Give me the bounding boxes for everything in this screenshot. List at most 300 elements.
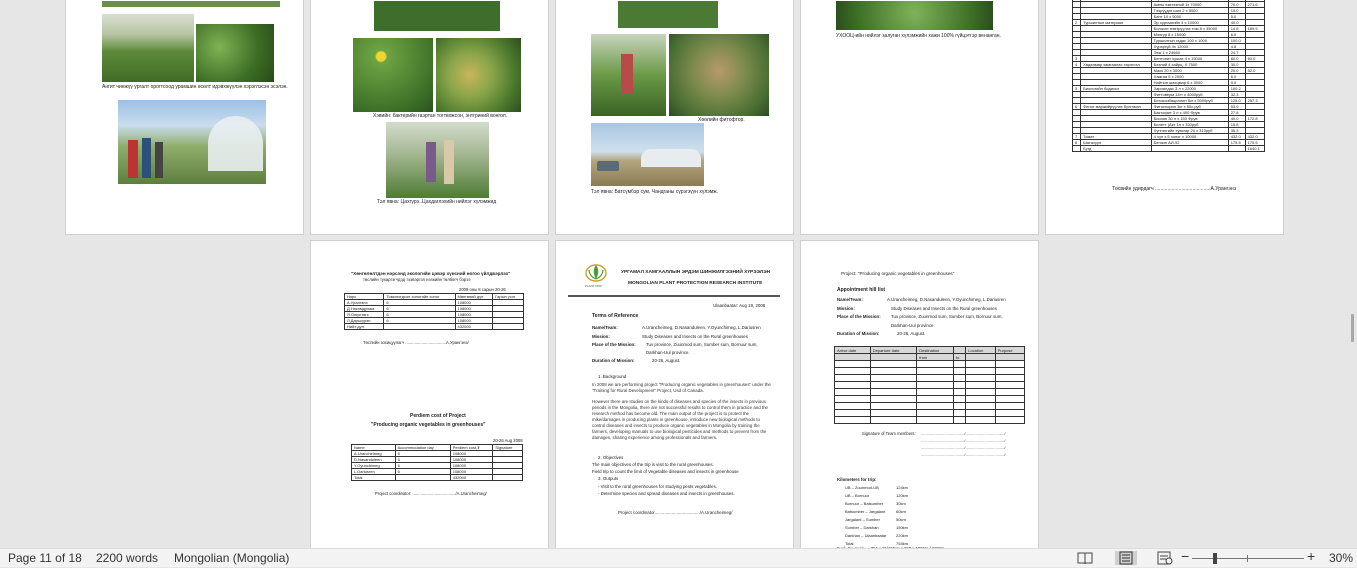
print-layout-icon[interactable] (1115, 551, 1137, 565)
table-row (835, 417, 1025, 424)
table-subheader-row (835, 354, 1025, 361)
table-cell (917, 403, 954, 410)
table-cell (953, 347, 965, 354)
diseased-leaf-photo (436, 38, 521, 112)
table-cell: Purpose (995, 347, 1024, 354)
name-value: A.Urancheimeg, D.Nasanduleen, Y.Oyunchimeg, L.Dariusren (887, 297, 1006, 302)
table-cell (995, 396, 1024, 403)
objectives-line-1: The main objectives of the trip is visit to the rural greenhouses. (592, 462, 714, 467)
perdiem-signature: Project coordinator: ...................................../A.Urancheimeg/ (375, 491, 487, 496)
photo-caption: Тэл явна: Батсүмбэр сум, Чандганы сүрэгзүүн хүлэмж. (591, 189, 718, 195)
table-cell (995, 389, 1024, 396)
table-row (835, 368, 1025, 375)
photo-caption: Хөөлийн фитофтор. (698, 117, 745, 123)
allowance-signature: Төслийн зохицуулагч ...................................А.Урангэнэ/ (363, 340, 469, 345)
table-cell: Нийт дүн (345, 324, 384, 330)
table-cell (966, 382, 996, 389)
table-cell (870, 389, 917, 396)
name-value: A.Urancheimeg, D.Nasanduleen, Y.Oyunchimeg, L.Dariusren (642, 325, 761, 330)
table-cell: 125.0 (1228, 98, 1245, 104)
km-route: UB – Zuunmod-UB (845, 485, 879, 490)
table-cell (953, 417, 965, 424)
table-cell: 2 (1073, 20, 1081, 26)
document-page-3 (555, 0, 794, 235)
table-row (345, 324, 524, 330)
table-cell (953, 403, 965, 410)
table-cell (995, 382, 1024, 389)
table-cell: Мэнгүр 8 х 15000 (1151, 32, 1228, 38)
photo-caption: УХООЦ-ийн нийлэг залуган хүлэмжийн хажи 100% гүйцэтгэр венанган. (836, 33, 1001, 39)
institute-name-en: MONGOLIAN PLANT PROTECTION RESEARCH INSTITUTE (628, 281, 763, 286)
table-cell: Total (352, 475, 396, 481)
institute-logo (583, 261, 609, 287)
table-cell: 432000 (455, 324, 493, 330)
table-cell (917, 368, 954, 375)
table-cell: Бактофит 3 л х 400 Фрув (1151, 110, 1228, 116)
place-value-2: Darkhan-Uul province. (891, 323, 935, 328)
table-row (835, 375, 1025, 382)
perdiem-subtitle: "Producing organic vegetables in greenhouses" (371, 422, 486, 428)
zoom-in-button[interactable]: + (1307, 548, 1316, 564)
table-row (1073, 86, 1265, 92)
table-cell: 30.0 (1228, 62, 1245, 68)
table-cell: Хүрэргүй 4х 12000 (1151, 44, 1228, 50)
greenhouse-worker-photo (591, 34, 666, 116)
table-cell (995, 417, 1024, 424)
cucumber-flower-photo (353, 38, 433, 112)
table-cell: 257.3 (1245, 98, 1264, 104)
table-cell: 53.9 (1228, 104, 1245, 110)
table-cell: 100.2 (1228, 86, 1245, 92)
table-cell: 20.0 (1228, 68, 1245, 74)
table-cell: Биологийн бодисыг (1081, 86, 1152, 92)
table-cell (835, 382, 871, 389)
table-cell (1151, 146, 1228, 152)
table-cell: 108000 (450, 451, 493, 457)
table-cell: 4 хүн х 5 хоног х 10000 (1151, 134, 1228, 140)
document-page-8 (800, 240, 1039, 560)
signature-label: Signature of Team members: (862, 431, 916, 436)
table-cell (917, 417, 954, 424)
table-cell: 27.8 (1228, 110, 1245, 116)
name-label: Name/Team: (592, 325, 618, 330)
table-cell: 108000 (450, 457, 493, 463)
table-cell (966, 361, 996, 368)
table-cell (995, 361, 1024, 368)
table-cell: Perdiem cost,₮ (450, 445, 493, 451)
table-cell: 40.0 (1228, 116, 1245, 122)
table-cell (384, 324, 455, 330)
table-cell: from (917, 354, 954, 361)
table-cell (835, 403, 871, 410)
table-cell: 24.7 (1228, 50, 1245, 56)
table-cell: Бензин АИ-92 (1151, 140, 1228, 146)
table-cell (870, 361, 917, 368)
tor-heading: Terms of Reference (592, 313, 639, 319)
table-cell: Я.Оюунтөгс (345, 312, 384, 318)
km-distance: 754km (896, 541, 909, 546)
table-cell (995, 403, 1024, 410)
table-row (352, 475, 523, 481)
greenhouse-crop-photo (836, 1, 993, 30)
table-cell: 0.0 (1228, 80, 1245, 86)
table-cell: A.Urancheimeg (352, 451, 396, 457)
table-cell: 70.0 (1228, 2, 1245, 8)
table-cell (953, 396, 965, 403)
table-cell: 5 (1073, 86, 1081, 92)
table-cell: Бээлий 4 хайрц. Х 7500 (1151, 62, 1228, 68)
table-row (835, 396, 1025, 403)
km-distance: 50km (896, 517, 906, 522)
km-route: UB – Bornuur (845, 493, 870, 498)
institute-name-mn: УРГАМАЛ ХАМГААЛЛЫН ЭРДЭМ ШИНЖИЛГЭЭНИЙ ХҮРЭЭЛЭН (621, 270, 771, 275)
km-heading: Kilometers for trip: (837, 477, 877, 482)
table-cell: Маск 20 х 3000 (1151, 68, 1228, 74)
table-cell (966, 354, 996, 361)
appointment-table (834, 346, 1025, 424)
duration-value: 20-26, August. (897, 331, 926, 336)
table-cell: D.Nasanduleen (352, 457, 396, 463)
table-cell: Бант 10 х 5000 (1151, 14, 1228, 20)
table-cell (953, 389, 965, 396)
phytophthora-leaf-photo (669, 34, 769, 116)
table-cell: Томат (1081, 134, 1152, 140)
name-label: Name/Team: (837, 297, 863, 302)
table-cell: 5.0 (1228, 14, 1245, 20)
table-cell: Name (352, 445, 396, 451)
objectives-line-2: Field trip to count the limit of Vegetable diseases and insects in greenhouse (592, 469, 739, 474)
table-cell: Signature (493, 445, 523, 451)
table-cell: 6 (395, 451, 450, 457)
km-route: Bornuur – Batsumber (845, 501, 884, 506)
table-cell: 40.0 (1228, 20, 1245, 26)
table-cell: Эр хургаагийн 4 х 10000 (1151, 20, 1228, 26)
table-cell: 175.5 (1228, 140, 1245, 146)
objectives-heading: 2. Objectives (598, 455, 624, 460)
tor-signature: Project coordinator...................................../A.Urancheimeg/ (618, 510, 733, 515)
table-cell: Нэрс (345, 294, 384, 300)
table-cell (835, 375, 871, 382)
table-cell (395, 475, 450, 481)
table-cell: 15.8 (1228, 122, 1245, 128)
table-cell: 6 (384, 318, 455, 324)
table-cell (835, 361, 871, 368)
table-cell: Бентонит хушах 4 х 15000 (1151, 56, 1228, 62)
table-cell: 1640.1 (1245, 146, 1264, 152)
pepper-plants-photo (196, 24, 274, 82)
table-cell (870, 403, 917, 410)
table-cell (953, 375, 965, 382)
table-cell: 6 (395, 469, 450, 475)
table-cell (835, 354, 871, 361)
table-cell: Бүгд (1081, 146, 1152, 152)
duration-label: Duration of Mission: (592, 358, 635, 363)
table-cell (995, 368, 1024, 375)
perdiem-table (351, 444, 523, 481)
zoom-out-button[interactable]: − (1181, 548, 1190, 564)
table-cell: 108000 (450, 469, 493, 475)
table-cell: Битоксибациллин 5кг х 5000руб (1151, 98, 1228, 104)
allowance-title: "Хөнгөлөлтдэн нэрсэнд экологийн цэвэр хүнсний ногоо үйлдвэрлэх" (351, 271, 511, 276)
greenhouse-top-photo (618, 1, 718, 28)
table-cell: 35.3 (1228, 128, 1245, 134)
km-route: Total (845, 541, 854, 546)
read-mode-icon[interactable] (1077, 551, 1095, 565)
table-row (1073, 146, 1265, 152)
language-indicator[interactable]: Mongolian (Mongolia) (174, 551, 290, 565)
mission-value: Study Diseases and Insects on the Rural greenhouses (891, 306, 997, 311)
table-cell (917, 389, 954, 396)
table-cell (835, 396, 871, 403)
table-row (835, 389, 1025, 396)
table-cell (870, 368, 917, 375)
table-cell (870, 396, 917, 403)
table-cell: Болзолт нэвтрүүлэх том 8 х 35000 (1151, 26, 1228, 32)
document-page-5 (1045, 0, 1284, 235)
table-cell (953, 368, 965, 375)
table-cell (493, 475, 523, 481)
field-team-photo (118, 100, 266, 184)
table-cell: Фенот маржийрүүлэх бүлгэмэл (1081, 104, 1152, 110)
table-cell: Зариалдах 3 л х 22000 (1151, 86, 1228, 92)
table-cell (966, 396, 996, 403)
km-distance: 30km (896, 501, 906, 506)
vertical-scrollbar[interactable] (1348, 0, 1357, 548)
table-row (1073, 20, 1265, 26)
table-cell: 175.5 (1245, 140, 1264, 146)
table-cell: Туршилтын гадас 100 х 1000 (1151, 38, 1228, 44)
table-cell: А.Урангэнэ (345, 300, 384, 306)
signature-line: ......................................./.................................../ (921, 431, 1006, 436)
document-page-7 (555, 240, 794, 560)
table-cell: 6 (384, 300, 455, 306)
table-cell: Arrive date (835, 347, 871, 354)
table-cell: 52.0 (1245, 68, 1264, 74)
status-bar (0, 548, 1357, 567)
table-cell (835, 410, 871, 417)
table-cell: 100.0 (1228, 38, 1245, 44)
table-cell: Location (966, 347, 996, 354)
allowance-table (344, 293, 524, 330)
table-cell: 169.5 (1245, 26, 1264, 32)
table-cell (1228, 146, 1245, 152)
zoom-level[interactable]: 30% (1329, 551, 1354, 565)
table-cell (953, 410, 965, 417)
plant-leaf-photo (374, 1, 500, 31)
photo-caption: Хэвийн: бактерийн гаэртан тогтвожсон, энтгриний вонгол. (373, 113, 508, 119)
mission-label: Mission: (837, 306, 855, 311)
signature-line: ......................................./.................................../ (921, 452, 1006, 457)
perdiem-title: Perdiem cost of Project (410, 413, 466, 419)
perdiem-date: 20-26 Aug 2008 (493, 438, 523, 443)
table-row (1073, 62, 1265, 68)
appointment-heading: Appointment hill list (837, 287, 886, 293)
page-count[interactable]: Page 11 of 18 (8, 551, 82, 565)
outputs-item-1: - Visit to the rural greenhouses for studying pests vegetables. (598, 484, 718, 489)
zoom-slider-track[interactable] (1192, 558, 1304, 559)
table-cell: 6 (395, 463, 450, 469)
table-cell (917, 396, 954, 403)
table-cell: 6 (384, 306, 455, 312)
km-distance: 60km (896, 509, 906, 514)
table-cell: Томилогдсон хоногийн хоног (384, 294, 455, 300)
place-value: Tuv province, Zuunmod sum, Sumber sum, Bornuur sum, (646, 342, 758, 347)
document-page-4 (800, 0, 1039, 235)
table-cell: 172.8 (1245, 116, 1264, 122)
table-cell: 8 (1073, 140, 1081, 146)
zoom-slider-thumb[interactable] (1213, 553, 1217, 564)
greenhouse-interior-photo (102, 14, 194, 82)
scrollbar-thumb[interactable] (1351, 314, 1354, 342)
table-cell (835, 368, 871, 375)
table-row (835, 410, 1025, 417)
table-cell (835, 417, 871, 424)
table-cell: Destination (917, 347, 954, 354)
table-cell: 4.8 (1228, 44, 1245, 50)
table-cell: Хөдөлмөр хамгаалах хэрэгсэл (1081, 62, 1152, 68)
table-cell: 60.0 (1245, 56, 1264, 62)
duration-label: Duration of Mission: (837, 331, 880, 336)
km-route: Jargalant – Sumber (845, 517, 880, 522)
signature-line: ......................................./.................................../ (921, 445, 1006, 450)
table-cell: Фитоспорин 3кг х 50с.руб (1151, 104, 1228, 110)
table-cell: Хамгаа 5 х 2000 (1151, 74, 1228, 80)
table-cell: Шатахуун (1081, 140, 1152, 146)
table-cell (966, 403, 996, 410)
zoom-slider-center-tick (1247, 555, 1248, 562)
table-cell (917, 375, 954, 382)
table-cell: Туршилтын материал (1081, 20, 1152, 26)
table-cell (917, 361, 954, 368)
table-cell: Найтын шахцмар 6 х 3000 (1151, 80, 1228, 86)
table-cell (995, 410, 1024, 417)
km-route: Darkhan – Ulaanbaatar (845, 533, 887, 538)
table-cell (917, 382, 954, 389)
greenhouse-visit-photo (386, 122, 489, 198)
background-heading: 1. Background (598, 374, 627, 379)
table-cell (966, 417, 996, 424)
place-label: Place of the Mission: (837, 314, 881, 319)
table-cell: 108000 (455, 306, 493, 312)
background-paragraph-1: In 2008 we are performing project "Producing organic vegetables in greenhouses" under the "Training for Rural Development" Project, Usd of Canada. (592, 382, 771, 393)
table-cell (953, 361, 965, 368)
place-label: Place of the Mission: (592, 342, 636, 347)
table-cell: Д.Нэсэмдулам (345, 306, 384, 312)
word-count[interactable]: 2200 words (96, 551, 159, 565)
signature-line: ......................................./.................................../ (921, 438, 1006, 443)
header-rule (568, 295, 780, 297)
table-cell: 3 (1073, 56, 1081, 62)
table-cell (966, 375, 996, 382)
table-cell: 60.0 (1228, 56, 1245, 62)
web-layout-icon[interactable] (1157, 551, 1175, 565)
mission-value: Study Diseases and Insects on the Rural greenhouses (642, 334, 748, 339)
budget-signature: Төсвийн удирдагч ........................................А.Урангэнэ (1112, 186, 1237, 192)
document-page-1 (65, 0, 304, 235)
table-cell: Хүнгэнгийн хувсгар 20 х 310руб (1151, 128, 1228, 134)
table-cell (835, 389, 871, 396)
table-cell (1073, 146, 1081, 152)
table-cell: to (953, 354, 965, 361)
outputs-item-2: - Determine species and spread diseases and insects in greenhouses. (598, 491, 735, 496)
photo-caption: Тэл явна: Цахгүрэ..Цахдаглэхийн нийлэг хүлэмжид (377, 199, 497, 205)
table-header-row (835, 347, 1025, 354)
table-cell (966, 389, 996, 396)
allowance-subtitle: төслийн тукаргэгчдэд тээвэргэл нэгжийн төлбөгч бэрээ (363, 277, 471, 282)
outputs-heading: 3. Outputs (598, 476, 619, 481)
table-cell (870, 410, 917, 417)
table-cell (493, 324, 524, 330)
km-distance: 220km (896, 533, 909, 538)
table-cell: 432.0 (1245, 134, 1264, 140)
background-paragraph-2: However there are studies on the kinds of diseases and species of the insects in previous periods in the Mongolia, there are not successful results to control them in practice and the research method has become old. The main output of the project is to protect the mike/damages in producing plants in greenhouse, introduce new biological methods to control diseases and insects to produce organic vegetables in Mongolia by training the farmers, developing manuals to use biological pesticides and methods to prevent from the damages, sharing experience among professionals and farmers. (592, 399, 768, 440)
table-cell: Л.Дарьсүрэн (345, 318, 384, 324)
table-cell (870, 417, 917, 424)
table-cell: 6 (395, 457, 450, 463)
table-row (835, 403, 1025, 410)
photo-caption: Ангит чинжүү ургалт орогтсоод урамшин өсөлт идэвхжүүлэн хэрэглэсэн эсэлэн. (102, 84, 288, 90)
table-cell: 432000 (450, 475, 493, 481)
table-cell: Фиттоверм 14гт х 4000руб (1151, 92, 1228, 98)
table-cell (870, 382, 917, 389)
table-cell (995, 375, 1024, 382)
document-page-6 (310, 240, 549, 560)
allowance-date: 2008 оны 8 сарын 20-26 (459, 287, 506, 292)
table-cell (995, 354, 1024, 361)
table-cell: 108000 (450, 463, 493, 469)
km-distance: 124km (896, 485, 909, 490)
table-cell: 4 (1073, 62, 1081, 68)
table-cell (870, 354, 917, 361)
table-cell: Гарын үсэг (493, 294, 524, 300)
place-value-2: Darkhan-Uul province. (646, 350, 690, 355)
table-cell: Амны хэвтээний 1х 70000 (1151, 2, 1228, 8)
table-cell: 108000 (455, 318, 493, 324)
table-cell (870, 375, 917, 382)
table-cell (917, 410, 954, 417)
table-cell (966, 410, 996, 417)
duration-value: 20-26, August. (652, 358, 681, 363)
table-cell: 432.0 (1228, 134, 1245, 140)
table-cell: 6.0 (1228, 32, 1245, 38)
km-distance: 120km (896, 493, 909, 498)
table-cell: 14.8 (1228, 26, 1245, 32)
table-cell: Ээж 1 х 24660 (1151, 50, 1228, 56)
km-distance: 150km (896, 525, 909, 530)
table-cell: 32.3 (1228, 92, 1245, 98)
table-cell: 108000 (455, 300, 493, 306)
table-row (1073, 104, 1265, 110)
table-cell (953, 382, 965, 389)
table-cell: 10.0 (1228, 8, 1245, 14)
table-cell: 6 (1073, 104, 1081, 110)
table-cell: Тээрүүдэг шил 2 х 5000 (1151, 8, 1228, 14)
project-name: Project: "Producing organic vegetables in greenhouses" (841, 271, 955, 276)
budget-table (1072, 0, 1265, 152)
table-cell: Мөнгөний дүн (455, 294, 493, 300)
km-route: Sumber – Darkhan (845, 525, 879, 530)
mission-label: Mission: (592, 334, 610, 339)
table-row (835, 361, 1025, 368)
place-value: Tuv province, Zuunmod sum, Sumber sum, Bornuur sum, (891, 314, 1003, 319)
table-cell: 108000 (455, 312, 493, 318)
table-cell: Биохан 30 л х 150 Фрув (1151, 116, 1228, 122)
logo-caption: PLANT PRO (585, 284, 602, 288)
table-cell: Departure date (870, 347, 917, 354)
table-cell: Accommodation day (395, 445, 450, 451)
place-date: Ulaanbaatar: Aug 19, 2008 (713, 303, 766, 308)
document-page-2 (310, 0, 549, 235)
